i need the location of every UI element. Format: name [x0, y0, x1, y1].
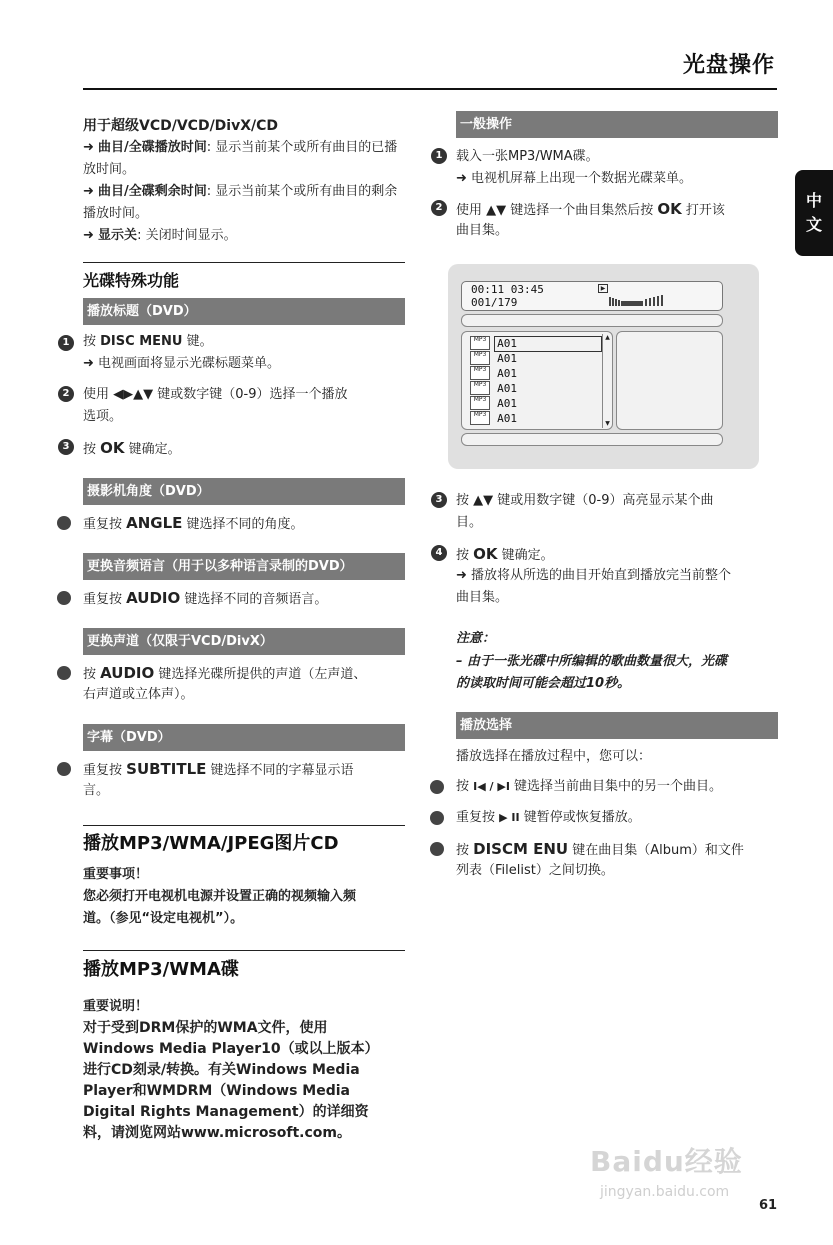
file-row[interactable]	[470, 396, 517, 411]
watermark-logo: Baidu经验	[590, 1145, 743, 1178]
level-meter-bars	[609, 295, 663, 306]
subtitle-text-line2: 言。	[83, 783, 110, 798]
audio-channel-text-line2: 右声道或立体声）。	[83, 687, 194, 702]
play-select-intro: 播放选择在播放过程中，您可以：	[456, 749, 652, 764]
step-text: 键确定。	[124, 442, 181, 457]
arrow-icon: ➜	[83, 184, 94, 199]
level-meter	[609, 295, 663, 306]
step-text: 重复按	[83, 592, 127, 607]
audio-language-text	[83, 587, 405, 611]
note-line-4: Player和WMDRM（Windows Media	[83, 1083, 350, 1099]
intro-item-2	[83, 181, 405, 225]
step-text: 按	[83, 334, 101, 349]
file-name[interactable]: A01	[497, 412, 518, 425]
general-step-2	[456, 198, 778, 222]
intro-item-3-text: : 关闭时间显示。	[137, 228, 237, 243]
play-title-step-1-sub: ➜ 电视画面将显示光碟标题菜单。	[83, 356, 281, 371]
file-name[interactable]: A01	[497, 367, 518, 380]
audio-channel-bar: 更换声道（仅限于VCD/DivX）	[83, 628, 405, 655]
bullet-icon	[57, 516, 71, 530]
step-text: 按	[456, 548, 474, 563]
section-divider	[83, 262, 405, 263]
prev-next-icon: I◀ / ▶I	[473, 780, 510, 793]
step-3-text: 按 ▲▼ 键或用数字键（0-9）高亮显示某个曲	[456, 493, 714, 508]
step-text: 键在曲目集（Album）和文件	[568, 843, 744, 858]
key-label: ANGLE	[126, 514, 183, 532]
preview-panel	[616, 331, 723, 430]
scroll-up-icon[interactable]: ▲	[605, 334, 610, 341]
key-label: DISCM ENU	[473, 840, 569, 858]
step-text: 重复按	[456, 810, 500, 825]
step-text: 键选择不同的字幕显示语	[206, 763, 354, 778]
subtitle-bar: 字幕（DVD）	[83, 724, 405, 751]
general-step-2-line2: 曲目集。	[456, 223, 509, 238]
step-text: 打开该	[681, 203, 725, 218]
key-label: SUBTITLE	[126, 760, 207, 778]
step-3-text-line2: 目。	[456, 515, 483, 530]
note-right-line1: – 由于一张光碟中所编辑的歌曲数量很大，光碟	[456, 654, 728, 669]
note-line-6: 料，请浏览网站www.microsoft.com。	[83, 1125, 351, 1141]
step-text: 按	[456, 779, 474, 794]
step-number-icon: 3	[431, 492, 447, 508]
step-text: 重复按	[83, 517, 127, 532]
file-name-selected[interactable]: A01	[494, 336, 602, 352]
key-label: OK	[657, 200, 682, 218]
key-label: DISC MENU	[100, 334, 183, 349]
play-title-step-3	[83, 437, 405, 461]
note-line-5: Digital Rights Management）的详细资	[83, 1104, 369, 1120]
section-divider	[83, 950, 405, 951]
play-select-item-3-line2: 列表（Filelist）之间切换。	[456, 863, 614, 878]
mp3-file-icon: MP3	[470, 366, 490, 380]
step-4-sub-line2: 曲目集。	[456, 590, 509, 605]
play-pause-icon: ▶ II	[499, 811, 520, 824]
step-text: 使用 ▲▼ 键选择一个曲目集然后按	[456, 203, 658, 218]
key-label: AUDIO	[100, 664, 155, 682]
language-tab	[795, 170, 833, 256]
step-text: 重复按	[83, 763, 127, 778]
step-text: 键选择不同的角度。	[182, 517, 304, 532]
subtitle-text	[83, 758, 405, 782]
important-text-line2: 道。（参见“设定电视机”）。	[83, 911, 244, 926]
step-number-icon: 4	[431, 545, 447, 561]
special-functions-title: 光碟特殊功能	[83, 271, 180, 290]
play-icon: ▶	[598, 284, 608, 293]
mp3-file-icon: MP3	[470, 396, 490, 410]
intro-item-3-bold: 显示关	[98, 228, 138, 243]
bullet-icon	[57, 666, 71, 680]
note-label: 重要说明！	[83, 999, 149, 1014]
language-tab-char-1: 中	[805, 191, 822, 210]
play-select-item-1	[456, 776, 778, 798]
note-line-1: 对于受到DRM保护的WMA文件，使用	[83, 1020, 328, 1036]
file-row[interactable]	[470, 336, 602, 352]
audio-channel-text	[83, 662, 405, 686]
bullet-icon	[57, 762, 71, 776]
intro-item-3	[83, 225, 405, 247]
bullet-icon	[430, 780, 444, 794]
camera-angle-text	[83, 512, 405, 536]
general-step-1-sub: ➜ 电视机屏幕上出现一个数据光碟菜单。	[456, 171, 693, 186]
play-title-step-2: 使用 ◀▶▲▼ 键或数字键（0-9）选择一个播放	[83, 387, 348, 402]
header-divider	[83, 88, 777, 90]
step-number-icon: 1	[58, 335, 74, 351]
note-line-2: Windows Media Player10（或以上版本）	[83, 1041, 379, 1057]
page-title: 光盘操作	[682, 53, 775, 78]
mp3-wma-title: 播放MP3/WMA碟	[83, 959, 239, 980]
note-line-3: 进行CD刻录/转换。有关Windows Media	[83, 1062, 360, 1078]
step-text: 键选择光碟所提供的声道（左声道、	[154, 667, 367, 682]
mp3-cd-title: 播放MP3/WMA/JPEG图片CD	[83, 833, 339, 854]
section-divider	[83, 825, 405, 826]
time-display	[461, 281, 723, 311]
arrow-icon: ➜	[83, 140, 94, 155]
step-number-icon: 1	[431, 148, 447, 164]
step-text: 按	[456, 843, 474, 858]
intro-item-1	[83, 137, 405, 181]
bullet-icon	[57, 591, 71, 605]
file-row[interactable]	[470, 366, 517, 381]
play-select-item-3	[456, 838, 778, 862]
step-number-icon: 3	[58, 439, 74, 455]
key-label: OK	[100, 439, 125, 457]
intro-item-1-bold: 曲目/全碟播放时间	[98, 140, 207, 155]
step-text: 键确定。	[497, 548, 554, 563]
step-text: 按	[83, 442, 101, 457]
step-4-sub-line1: ➜ 播放将从所选的曲目开始直到播放完当前整个	[456, 568, 732, 583]
file-name[interactable]: A01	[497, 397, 518, 410]
intro-title: 用于超级VCD/VCD/DivX/CD	[83, 118, 279, 134]
step-text: 键暂停或恢复播放。	[519, 810, 641, 825]
intro-item-1-text: : 显示当前某个或所有曲目的已播放时间。	[83, 140, 398, 177]
file-row[interactable]	[470, 351, 517, 366]
general-operation-bar: 一般操作	[456, 111, 778, 138]
file-row[interactable]	[470, 411, 517, 426]
arrow-icon: ➜	[83, 228, 94, 243]
play-select-bar: 播放选择	[456, 712, 778, 739]
step-text: 键选择不同的音频语言。	[180, 592, 328, 607]
mp3-file-icon: MP3	[470, 351, 490, 365]
info-bar	[461, 433, 723, 446]
file-name[interactable]: A01	[497, 382, 518, 395]
mp3-file-icon: MP3	[470, 411, 490, 425]
file-row[interactable]	[470, 381, 517, 396]
note-right-line2: 的读取时间可能会超过10秒。	[456, 676, 631, 691]
page-number: 61	[759, 1198, 778, 1213]
step-4-text	[456, 543, 778, 567]
play-title-step-2-line2: 选项。	[83, 409, 123, 424]
status-bar	[461, 314, 723, 327]
intro-item-2-text: : 显示当前某个或所有曲目的剩余播放时间。	[83, 184, 398, 221]
important-label: 重要事项！	[83, 867, 149, 882]
scroll-down-icon[interactable]: ▼	[605, 420, 610, 427]
file-name[interactable]: A01	[497, 352, 518, 365]
time-readout: 00:11 03:45	[471, 283, 544, 296]
bullet-icon	[430, 811, 444, 825]
mp3-file-icon: MP3	[470, 336, 490, 350]
intro-item-2-bold: 曲目/全碟剩余时间	[98, 184, 207, 199]
camera-angle-bar: 摄影机角度（DVD）	[83, 478, 405, 505]
bullet-icon	[430, 842, 444, 856]
general-step-1: 载入一张MP3/WMA碟。	[456, 149, 599, 164]
play-select-item-2	[456, 807, 778, 829]
step-number-icon: 2	[431, 200, 447, 216]
step-number-icon: 2	[58, 386, 74, 402]
step-text: 键选择当前曲目集中的另一个曲目。	[509, 779, 723, 794]
key-label: OK	[473, 545, 498, 563]
important-text-line1: 您必须打开电视机电源并设置正确的视频输入频	[83, 889, 357, 904]
play-title-bar: 播放标题（DVD）	[83, 298, 405, 325]
audio-language-bar: 更换音频语言（用于以多种语言录制的DVD）	[83, 553, 405, 580]
mp3-file-icon: MP3	[470, 381, 490, 395]
step-text: 按	[83, 667, 101, 682]
play-title-step-1	[83, 331, 405, 353]
note-label-right: 注意：	[456, 631, 496, 646]
track-count: 001/179	[471, 296, 518, 309]
language-tab-char-2: 文	[805, 215, 822, 234]
step-text: 键。	[182, 334, 213, 349]
key-label: AUDIO	[126, 589, 181, 607]
scrollbar[interactable]	[602, 334, 612, 428]
watermark-url: jingyan.baidu.com	[600, 1184, 730, 1200]
